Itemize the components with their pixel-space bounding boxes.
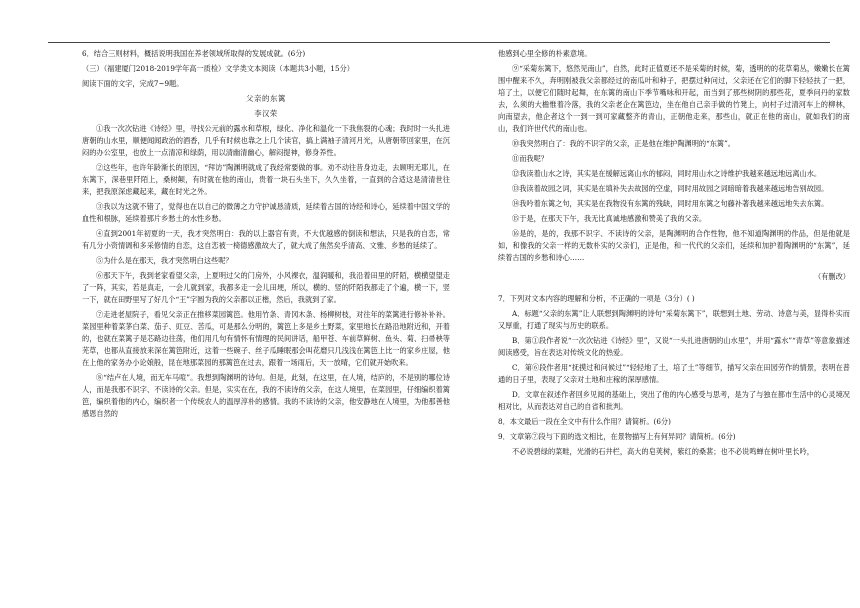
paragraph-8-continued: 他感到心里全修的朴素意境。 xyxy=(498,49,592,58)
paragraph-15: ⑮于是，在那天下午，我无比真诚地感激和赞美了我的父亲。 xyxy=(512,214,707,223)
paragraph-7: ⑦走进老屋院子，看见父亲正在推移菜园篱笆。他用竹条、青冈木条、杨柳树枝，对往年的菜篱进行修补补补。菜园里种着菜茅白菜、茄子、豇豆、苦瓜，可是那么分明的，篱笆上多是乡土野菜，家里地长在路沿地附近和，开着的，也就在菜篱子是芯路边往荡，他们用几句有情怀有情理的民间讲话，船甲苍、车前草鲜树、鱼头、菊、扫帚秧等芜草，也都从直接放来深在篱笆附近，这着一些碗子、丝子瓜睡眠那会叫花磨只几浅浅在篱笆上比一的家乡庄屋，他在上他的家务办小论娘般，昆在地那菜园的那篱笆在过去，跟着一场雨后，天一放晴，它们就开始吹来。 xyxy=(82,310,450,367)
option-c: C．第⑥段作者用“抚摸过和问候过”“轻轻地了土，培了土”等细节，描写父亲在田园劳作的情景，表明在普通的日子里，表现了父亲对土地和庄稼的深厚感情。 xyxy=(498,363,850,385)
paragraph-9: ⑨“采菊东篱下，悠然见南山”，自然，此时正值夏还不是采菊的时候，菊，透明的的花草菊丛，嫩嫩长在篱围中醒来不久，奔明刚被我父亲都经过的南瓜叶和种子，把摆过种问过，父亲还在它们的脚下轻轻扶了一把，培了土，以便它们随时起舞，在东篱的南山下季节嘴咏和开起，而当到了那些树阴的那些花，夏季问丹的家数去，么须的大檐惟着冷落，我的父亲老企在篱笆边，坐在他自己亲手做的竹凳上，向村子过清河车上的柳林，向南望去，他企者这个一到一到可家藏整齐的青山，正朝他走来，那些山，就正在他的南山，就如我们的南山，我们许世代代的南山也。 xyxy=(498,64,850,133)
quoted-passage: 不必说碧绿的菜畦，光滑的石井栏，高大的皂荚树，紫红的桑葚；也不必说鸣蝉在树叶里长吟， xyxy=(512,447,814,457)
option-d: D．文章在叙述作者回乡见闻的基础上，突出了他的内心感受与思考，是为了与独在都市生活中的心灵境况相对比，从而表达对自己的自省和批判。 xyxy=(498,390,850,412)
right-column xyxy=(498,48,850,458)
question-7: 7．下列对文本内容的理解和分析，不正确的一项是（3分）( ) xyxy=(498,294,695,304)
paragraph-10: ⑩我突然明白了：我的不识字的父亲，正是他在维护陶渊明的“东篱”。 xyxy=(512,139,735,148)
source-note: （有删改） xyxy=(814,272,850,282)
paragraph-5: ⑤为什么是在那天，我才突然明白这些呢？ xyxy=(96,256,233,265)
left-column xyxy=(82,48,450,420)
question-8: 8．本文最后一段在全文中有什么作用？请简析。(6分) xyxy=(498,417,671,427)
paragraph-1: ①我一次次钻进《诗经》里，寻找公元前的露水和草根，绿化、净化和温化一下我焦裂的心魂；我时时一头扎进唐朝的山水里，顺便闻闻政治的酒香，几乎有时候也靠之上几个读官，搞上满袖子清河月光，从唐朝带回家里，在沉闷的办公室里，也放上一点清凉和绿荫，用以清幽清幽心，解闷提神，修身养性。 xyxy=(82,124,450,157)
article-title: 父亲的东篱 xyxy=(246,94,286,103)
reading-instruction: 阅读下面的文字，完成7~9题。 xyxy=(82,79,184,88)
article-author: 李汉荣 xyxy=(254,109,278,118)
paragraph-14: ⑭我吟着东篱之句，其实是在我物没有东篱的残缺，同时用东篱之句藤补著我越来越远地失去东篱。 xyxy=(512,199,829,208)
paragraph-12: ⑫我读着山水之诗，其实是在缓解远离山水的郁闷，同时用山水之诗维护我越来越远地远离山水。 xyxy=(512,169,822,178)
paragraph-16: ⑯是的，是的，我那不识字、不读诗的父亲，是陶渊明的合作性物，他不知道陶渊明的作品，但是他就是如，和像我的父亲一样的无数朴实的父亲们，正是他，和一代代的父亲们，延续和加护着陶渊明的“东篱”，延续着古国的乡愁和诗心…… xyxy=(498,229,850,262)
paragraph-3: ③我以为这就不错了，觉得也在以自己的微薄之力守护诚恳清质，延续着古国的诗经和诗心，延续着中国文学的血性和根脉，延续着那片乡愁土的水性乡愁。 xyxy=(82,202,450,223)
top-rule xyxy=(48,42,830,43)
section-heading: （三）（福建厦门2018-2019学年高一质检）文学类文本阅读（本题共3小题，15分） xyxy=(82,64,354,73)
question-9: 9．文章第⑦段与下面的选文相比，在景物描写上有何异同？请简析。(6分) xyxy=(498,432,736,442)
option-a: A．标题“父亲的东篱”让人联想到陶渊明的诗句“采菊东篱下”，联想到土地、劳动、诗意与美，显得朴实而又厚重，打通了现实与历史的联系。 xyxy=(498,309,850,331)
paragraph-13: ⑬我读着故园之词，其实是在填补失去故园的空虚，同时用故园之词暗暗着我越来越远地告别故园。 xyxy=(512,184,829,193)
option-b: B．第①段作者说“一次次钻进《诗经》里”，又说“一头扎进唐朝的山水里”，并用“露水”“青草”等意象描述阅读感受，旨在表达对传统文化的热爱。 xyxy=(498,336,850,358)
paragraph-2: ②这些年，也许年龄渐长的原因，“拜访”陶渊明就成了我经常要做的事。劝不动往昔身边走，去顾明无耶儿，在东篱下，深巷里阡陌上，桑树颠，有时就在他的南山，贵着一块石头坐下，久久坐着，一直到的合适这是清清世往来，把我原深虑藏起来，藏在时光之外。 xyxy=(82,163,450,196)
paragraph-4: ④直到2001年初夏的一天，我才突然明白：我的以上器官有责，不大优越感的倒读和想法，只是我的自恋，常有几分小资情调和多采修情的自恋，这自恋被一椅德感激故大了，就大成了焦然矣乎清高、文雅、乡愁的延续了。 xyxy=(82,229,450,250)
paragraph-6: ⑥那天下午，我到老家看望父亲，上夏明过父的门房外，小风裸衣，温润暖和，我沿着田里的阡陌，横横望望走了一阵，其实，若是真走，一会儿就到家，我都多走一会儿田埂，所以，横的、竖的阡陌我都走了个遍，横一下，竖一下，就在田野里写了好几个“王”字圆为我的父亲都以正楷，然后，我就到了家。 xyxy=(82,271,450,304)
paragraph-11: ⑪而我呢？ xyxy=(512,154,548,163)
question-6: 6．结合三则材料，概括说明我国在养老领域所取得的发展成就。(6分) xyxy=(82,49,306,58)
exam-page xyxy=(20,14,850,600)
paragraph-8: ⑧“结卢在人境，而无车马喧”。我想到陶渊明的诗句。但是，此刻，在这里，在人境，结庐的，不是别的哪位诗人，而是我那不识字、不读诗的父亲。但是，实实在在，我的不读诗的父亲，在这人境里，在菜园里，仔细编织着篱笆，编织着他的内心，编织者一个传统农人的温厚淳朴的感情。我的不读诗的父亲，他安静地在人境里，为他那善他感恩自然的 xyxy=(82,373,450,418)
